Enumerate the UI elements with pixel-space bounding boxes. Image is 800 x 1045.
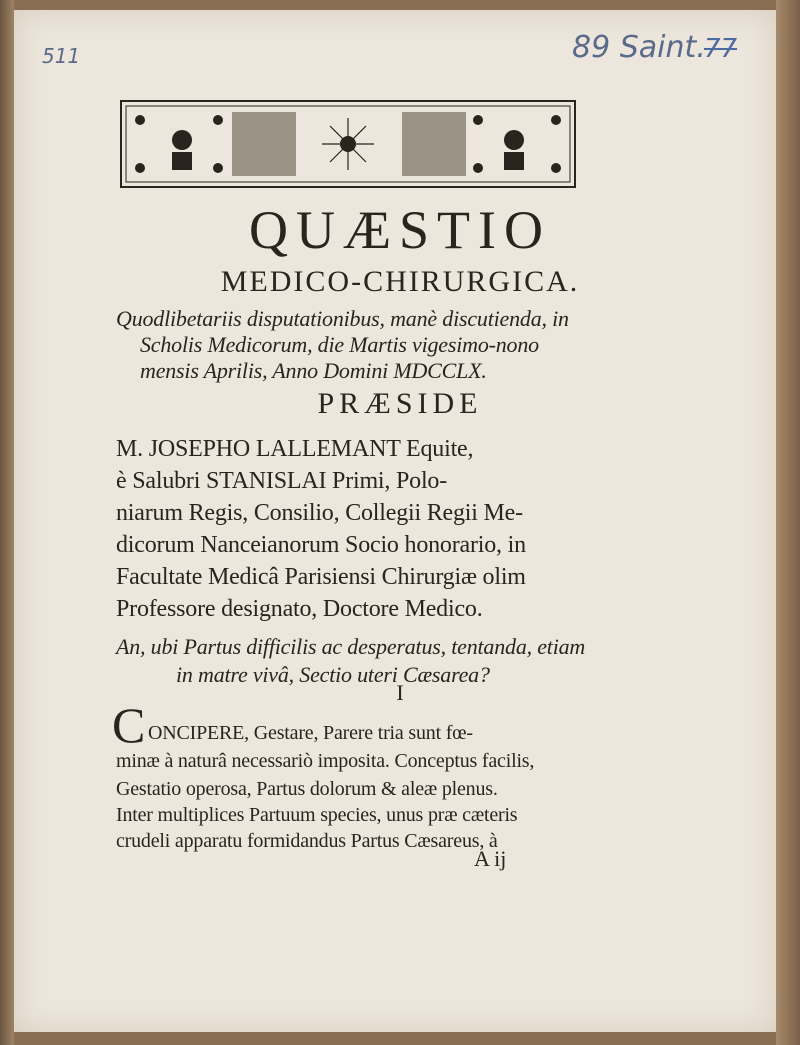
president-line: M. JOSEPHO LALLEMANT Equite,: [116, 436, 474, 462]
body-line: Inter multiplices Partuum species, unus præ cæteris: [116, 804, 518, 826]
president-line: è Salubri STANISLAI Primi, Polo-: [116, 468, 448, 494]
president-line: dicorum Nanceianorum Socio honorario, in: [116, 532, 526, 558]
struck-number: 77: [704, 34, 738, 64]
page-edge: [776, 0, 800, 1045]
ornamental-headpiece: [120, 100, 576, 188]
president-line: Facultate Medicâ Parisiensi Chirurgiæ olim: [116, 564, 526, 590]
question-line: An, ubi Partus difficilis ac desperatus, tentanda, etiam: [116, 634, 586, 659]
intro-line: mensis Aprilis, Anno Domini MDCCLX.: [140, 358, 487, 383]
section-number: I: [396, 680, 404, 705]
preside-heading: PRÆSIDE: [317, 387, 483, 420]
body-line: ONCIPERE, Gestare, Parere tria sunt fœ-: [148, 722, 473, 744]
document-title: QUÆSTIO: [248, 200, 551, 260]
question-line: in matre vivâ, Sectio uteri Cæsarea?: [176, 662, 490, 687]
body-line: minæ à naturâ necessariò imposita. Conceptus facilis,: [116, 750, 535, 772]
intro-line: Quodlibetariis disputationibus, manè discutienda, in: [116, 306, 569, 331]
president-line: Professore designato, Doctore Medico.: [116, 596, 483, 622]
margin-note: 89 Saint.: [572, 30, 706, 65]
margin-number: 511: [42, 44, 81, 68]
body-line: Gestatio operosa, Partus dolorum & aleæ plenus.: [116, 778, 498, 800]
page-signature: A ij: [474, 846, 507, 871]
body-line: crudeli apparatu formidandus Partus Cæsareus, à: [116, 830, 498, 852]
intro-line: Scholis Medicorum, die Martis vigesimo-nono: [140, 332, 539, 357]
book-spine: [0, 0, 14, 1045]
president-line: niarum Regis, Consilio, Collegii Regii Me-: [116, 500, 523, 526]
drop-cap: C: [112, 697, 146, 753]
document-subtitle: MEDICO-CHIRURGICA.: [220, 265, 580, 298]
